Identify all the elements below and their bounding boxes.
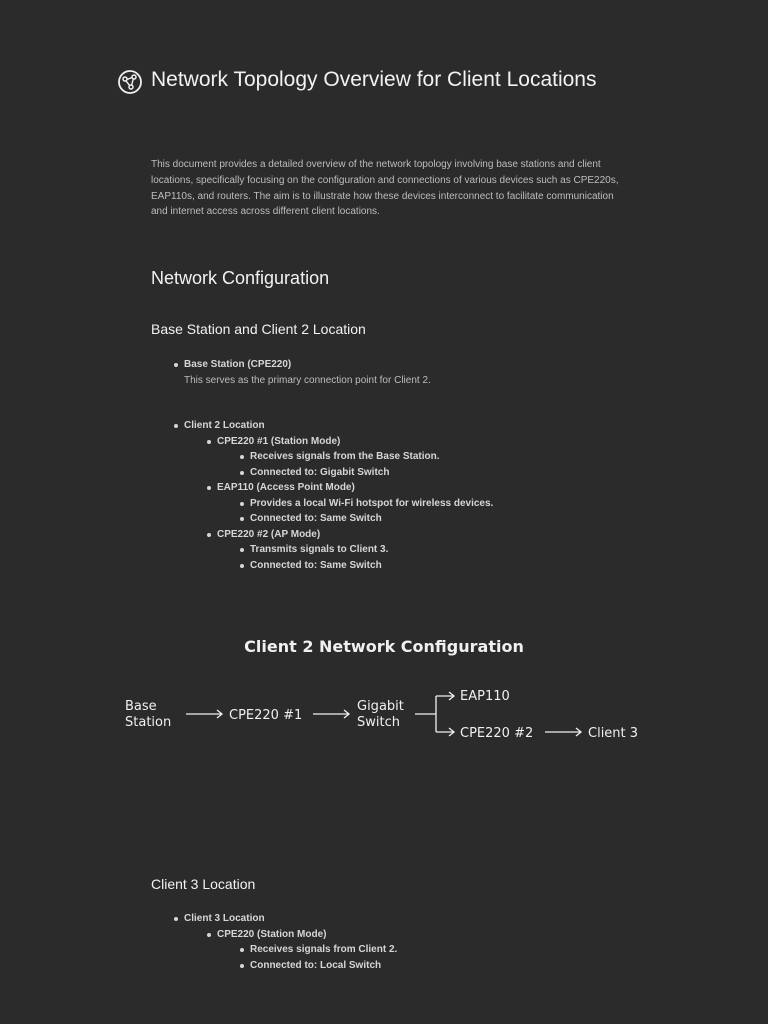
node-switch-line2: Switch bbox=[357, 715, 400, 730]
client3-device-list bbox=[206, 927, 397, 974]
subsection-heading-client3: Client 3 Location bbox=[151, 876, 256, 892]
device-detail-list bbox=[239, 449, 493, 480]
node-base-station-line2: Station bbox=[125, 715, 172, 730]
list-item-eap110 bbox=[206, 480, 493, 527]
list-item-client2 bbox=[173, 418, 493, 573]
device-detail-list bbox=[239, 542, 493, 573]
subsection-heading-base-client2: Base Station and Client 2 Location bbox=[151, 321, 366, 337]
client3-label: Client 3 Location bbox=[184, 913, 265, 924]
device-label: CPE220 #2 (AP Mode) bbox=[217, 528, 321, 540]
list-item bbox=[173, 357, 431, 388]
client2-list bbox=[173, 418, 493, 573]
diagram-title: Client 2 Network Configuration bbox=[244, 637, 524, 656]
base-station-label: Base Station (CPE220) bbox=[184, 359, 292, 370]
arrow-cpe1-to-switch bbox=[313, 710, 349, 718]
section-heading-network-configuration: Network Configuration bbox=[151, 268, 330, 288]
device-detail-list bbox=[239, 942, 397, 973]
list-item-cpe220-1 bbox=[206, 434, 493, 481]
list-item-cpe220-station bbox=[206, 927, 397, 974]
list-item-cpe220-2 bbox=[206, 527, 493, 574]
client2-device-list bbox=[206, 434, 493, 574]
list-item: Provides a local Wi-Fi hotspot for wireless devices. bbox=[239, 496, 493, 512]
client2-label: Client 2 Location bbox=[184, 420, 265, 431]
device-detail-list bbox=[239, 496, 493, 527]
list-item: Connected to: Gigabit Switch bbox=[239, 465, 493, 481]
network-globe-icon bbox=[117, 69, 143, 95]
device-label: EAP110 (Access Point Mode) bbox=[217, 482, 355, 493]
device-label: CPE220 (Station Mode) bbox=[217, 928, 327, 940]
arrow-cpe2-to-client3 bbox=[545, 728, 581, 736]
device-label: CPE220 #1 (Station Mode) bbox=[217, 435, 341, 447]
arrow-base-to-cpe1 bbox=[186, 710, 222, 718]
list-item: Receives signals from Client 2. bbox=[239, 942, 397, 958]
intro-paragraph: This document provides a detailed overview of the network topology involving base stations and client locations, specifically focusing on the configuration and connections of various devices such as CPE220s, EAP110s, and routers. The aim is to illustrate how these devices interconnect to facilitate communication and internet access across different client locations. bbox=[151, 159, 619, 218]
list-item: Transmits signals to Client 3. bbox=[239, 542, 493, 558]
client3-list bbox=[173, 911, 397, 973]
list-item: Connected to: Same Switch bbox=[239, 511, 493, 527]
node-base-station-line1: Base bbox=[125, 699, 157, 714]
base-station-list bbox=[173, 357, 431, 388]
branch-connector bbox=[415, 692, 454, 736]
page-title: Network Topology Overview for Client Locations bbox=[151, 68, 597, 91]
base-station-description: This serves as the primary connection point for Client 2. bbox=[184, 374, 431, 386]
node-cpe220-1: CPE220 #1 bbox=[229, 708, 303, 723]
list-item: Receives signals from the Base Station. bbox=[239, 449, 493, 465]
list-item-client3 bbox=[173, 911, 397, 973]
node-cpe220-2: CPE220 #2 bbox=[460, 726, 534, 741]
node-switch-line1: Gigabit bbox=[357, 699, 404, 714]
list-item: Connected to: Same Switch bbox=[239, 558, 493, 574]
node-eap110: EAP110 bbox=[460, 689, 510, 704]
node-client3: Client 3 bbox=[588, 726, 639, 741]
list-item: Connected to: Local Switch bbox=[239, 958, 397, 974]
client2-network-diagram bbox=[0, 630, 768, 760]
